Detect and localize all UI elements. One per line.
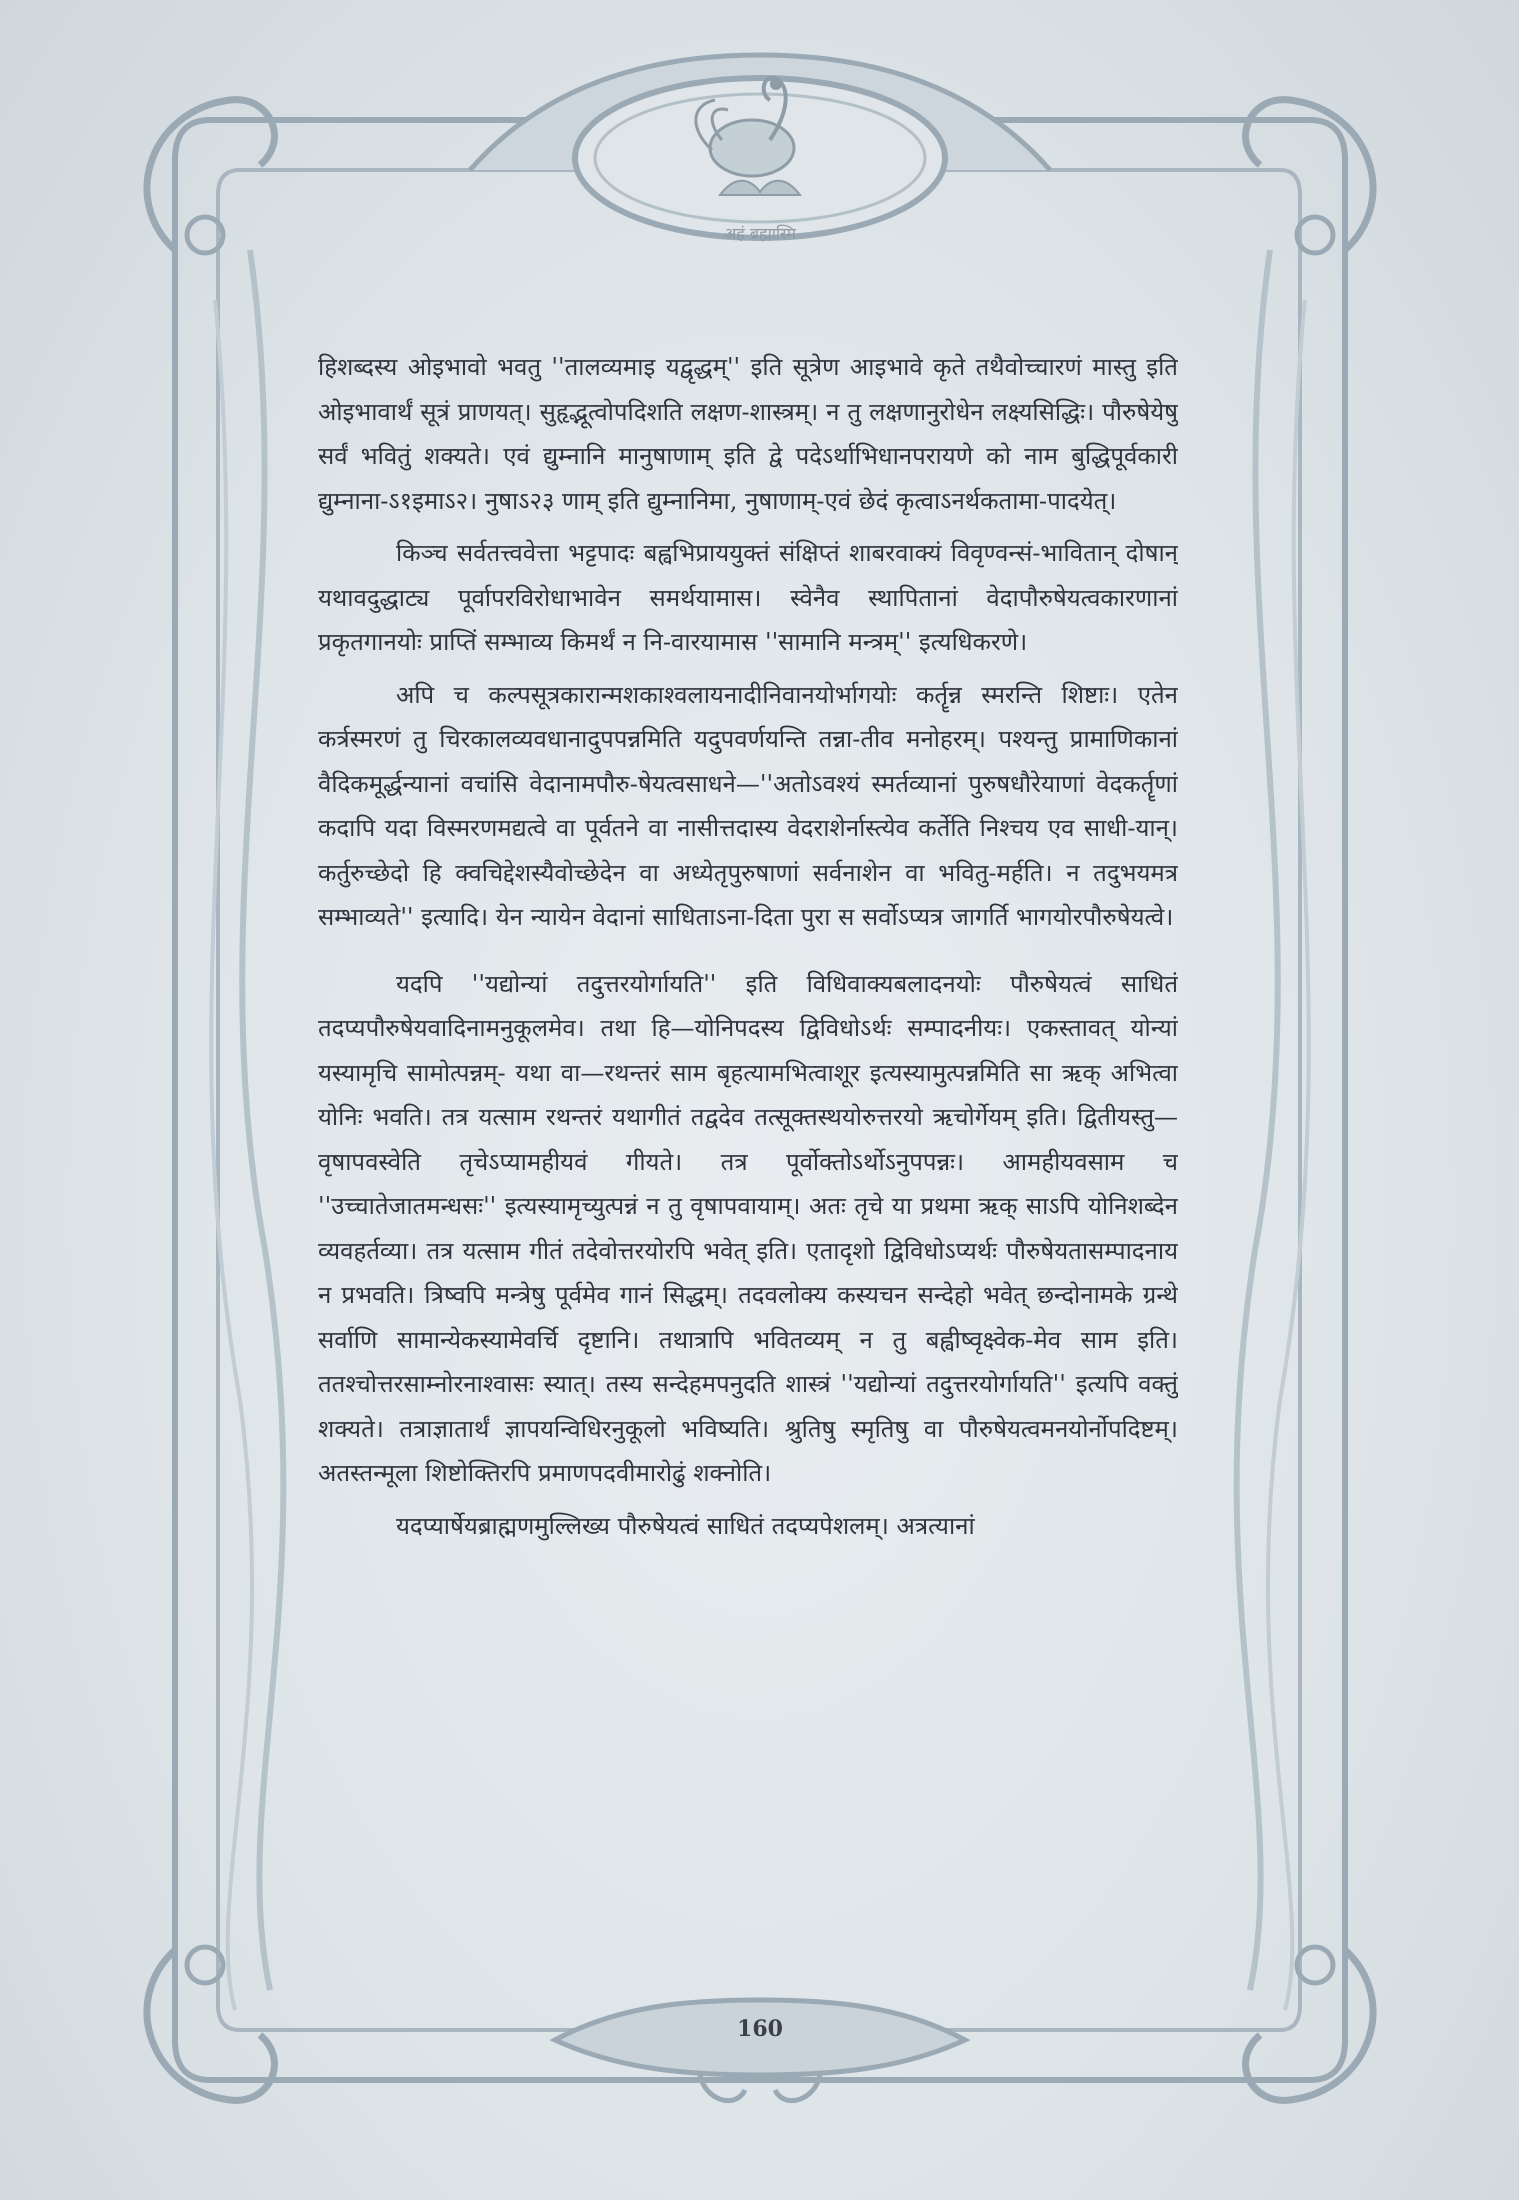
paragraph-4: यदपि ''यद्योन्यां तदुत्तरयोर्गायति'' इति विधिवाक्यबलादनयोः पौरुषेयत्वं साधितं तदप्यपौरुषेयवादिनामनुकूलमेव। तथा हि—योनिपदस्य द्विविधोऽर्थः सम्पादनीयः। एकस्तावत् योन्यां यस्यामृचि सामोत्पन्नम्- यथा वा—रथन्तरं साम बृहत्यामभित्वाशूर इत्यस्यामुत्पन्नमिति सा ऋक् अभित्वा योनिः भवति। तत्र यत्साम रथन्तरं यथागीतं तद्वदेव तत्सूक्तस्थयोरुत्तरयो ऋचोर्गेयम् इति। द्वितीयस्तु—वृषापवस्वेति तृचेऽप्यामहीयवं गीयते। तत्र पूर्वोक्तोऽर्थोऽनुपपन्नः। आमहीयवसाम च ''उच्चातेजातमन्धसः'' इत्यस्यामृच्युत्पन्नं न तु वृषापवायाम्। अतः तृचे या प्रथमा ऋक् साऽपि योनिशब्देन व्यवहर्तव्या। तत्र यत्साम गीतं तदेवोत्तरयोरपि भवेत् इति। एतादृशो द्विविधोऽप्यर्थः पौरुषेयतासम्पादनाय न प्रभवति। त्रिष्वपि मन्त्रेषु पूर्वमेव गानं सिद्धम्। तदवलोक्य कस्यचन सन्देहो भवेत् छन्दोनामके ग्रन्थे सर्वाणि सामान्येकस्यामेवर्चि दृष्टानि। तथात्रापि भवितव्यम् न तु बह्वीष्वृक्ष्वेक-मेव साम इति। ततश्चोत्तरसाम्नोरनाश्वासः स्यात्। तस्य सन्देहमपनुदति शास्त्रं ''यद्योन्यां तदुत्तरयोर्गायति'' इत्यपि वक्तुं शक्यते। तत्राज्ञातार्थं ज्ञापयन्विधिरनुकूलो भविष्यति। श्रुतिषु स्मृतिषु वा पौरुषेयत्वमनयोर्नोपदिष्टम्। अतस्तन्मूला शिष्टोक्तिरपि प्रमाणपदवीमारोढुं शक्नोति। (318, 969, 1178, 1487)
paragraph-3: अपि च कल्पसूत्रकारान्मशकाश्वलायनादीनिवानयोर्भागयोः कर्तॄन्न स्मरन्ति शिष्टाः। एतेन कर्त्रस्मरणं तु चिरकालव्यवधानादुपपन्नमिति यदुपवर्णयन्ति तन्ना-तीव मनोहरम्। पश्यन्तु प्रामाणिकानां वैदिकमूर्द्धन्यानां वचांसि वेदानामपौरु-षेयत्वसाधने—''अतोऽवश्यं स्मर्तव्यानां पुरुषधौरेयाणां वेदकर्तॄणां कदापि यदा विस्मरणमद्यत्वे वा पूर्वतने वा नासीत्तदास्य वेदराशेर्नास्त्येव कर्तेति निश्चय एव साधी-यान्। कर्तुरुच्छेदो हि क्वचिद्देशस्यैवोच्छेदेन वा अध्येतृपुरुषाणां सर्वनाशेन वा भवितु-मर्हति। न तदुभयमत्र सम्भाव्यते'' इत्यादि। येन न्यायेन वेदानां साधिताऽना-दिता पुरा स सर्वोऽप्यत्र जागर्ति भागयोरपौरुषेयत्वे। (318, 680, 1178, 931)
page-number: 160 (737, 2016, 783, 2042)
paragraph-1: हिशब्दस्य ओइभावो भवतु ''तालव्यमाइ यद्वृद्धम्'' इति सूत्रेण आइभावे कृते तथैवोच्चारणं मास्तु इति ओइभावार्थं सूत्रं प्राणयत्। सुहृद्भूत्वोपदिशति लक्षण-शास्त्रम्। न तु लक्षणानुरोधेन लक्ष्यसिद्धिः। पौरुषेयेषु सर्वं भवितुं शक्यते। एवं द्युम्नानि मानुषाणाम् इति द्वे पदेऽर्थाभिधानपरायणे को नाम बुद्धिपूर्वकारी द्युम्नाना-ऽ१इमाऽ२। नुषाऽ२३ णाम् इति द्युम्नानिमा, नुषाणाम्-एवं छेदं कृत्वाऽनर्थकतामा-पादयेत्। (318, 353, 1178, 515)
left-vine (242, 250, 283, 1990)
right-vine (1237, 250, 1278, 1990)
header-motto: अहं ब्रह्मास्मि (724, 224, 796, 243)
paragraph-2: किञ्च सर्वतत्त्ववेत्ता भट्टपादः बह्वभिप्राययुक्तं संक्षिप्तं शाबरवाक्यं विवृण्वन्सं-भावितान् दोषान् यथावदुद्धाट्य पूर्वापरविरोधाभावेन समर्थयामास। स्वेनैव स्थापितानां वेदापौरुषेयत्वकारणानां प्रकृतगानयोः प्राप्तिं सम्भाव्य किमर्थं न नि-वारयामास ''सामानि मन्त्रम्'' इत्यधिकरणे। (318, 539, 1178, 656)
main-text (318, 345, 1178, 1910)
paragraph-5: यदप्यार्षेयब्राह्मणमुल्लिख्य पौरुषेयत्वं साधितं तदप्यपेशलम्। अत्रत्यानां (396, 1511, 975, 1540)
